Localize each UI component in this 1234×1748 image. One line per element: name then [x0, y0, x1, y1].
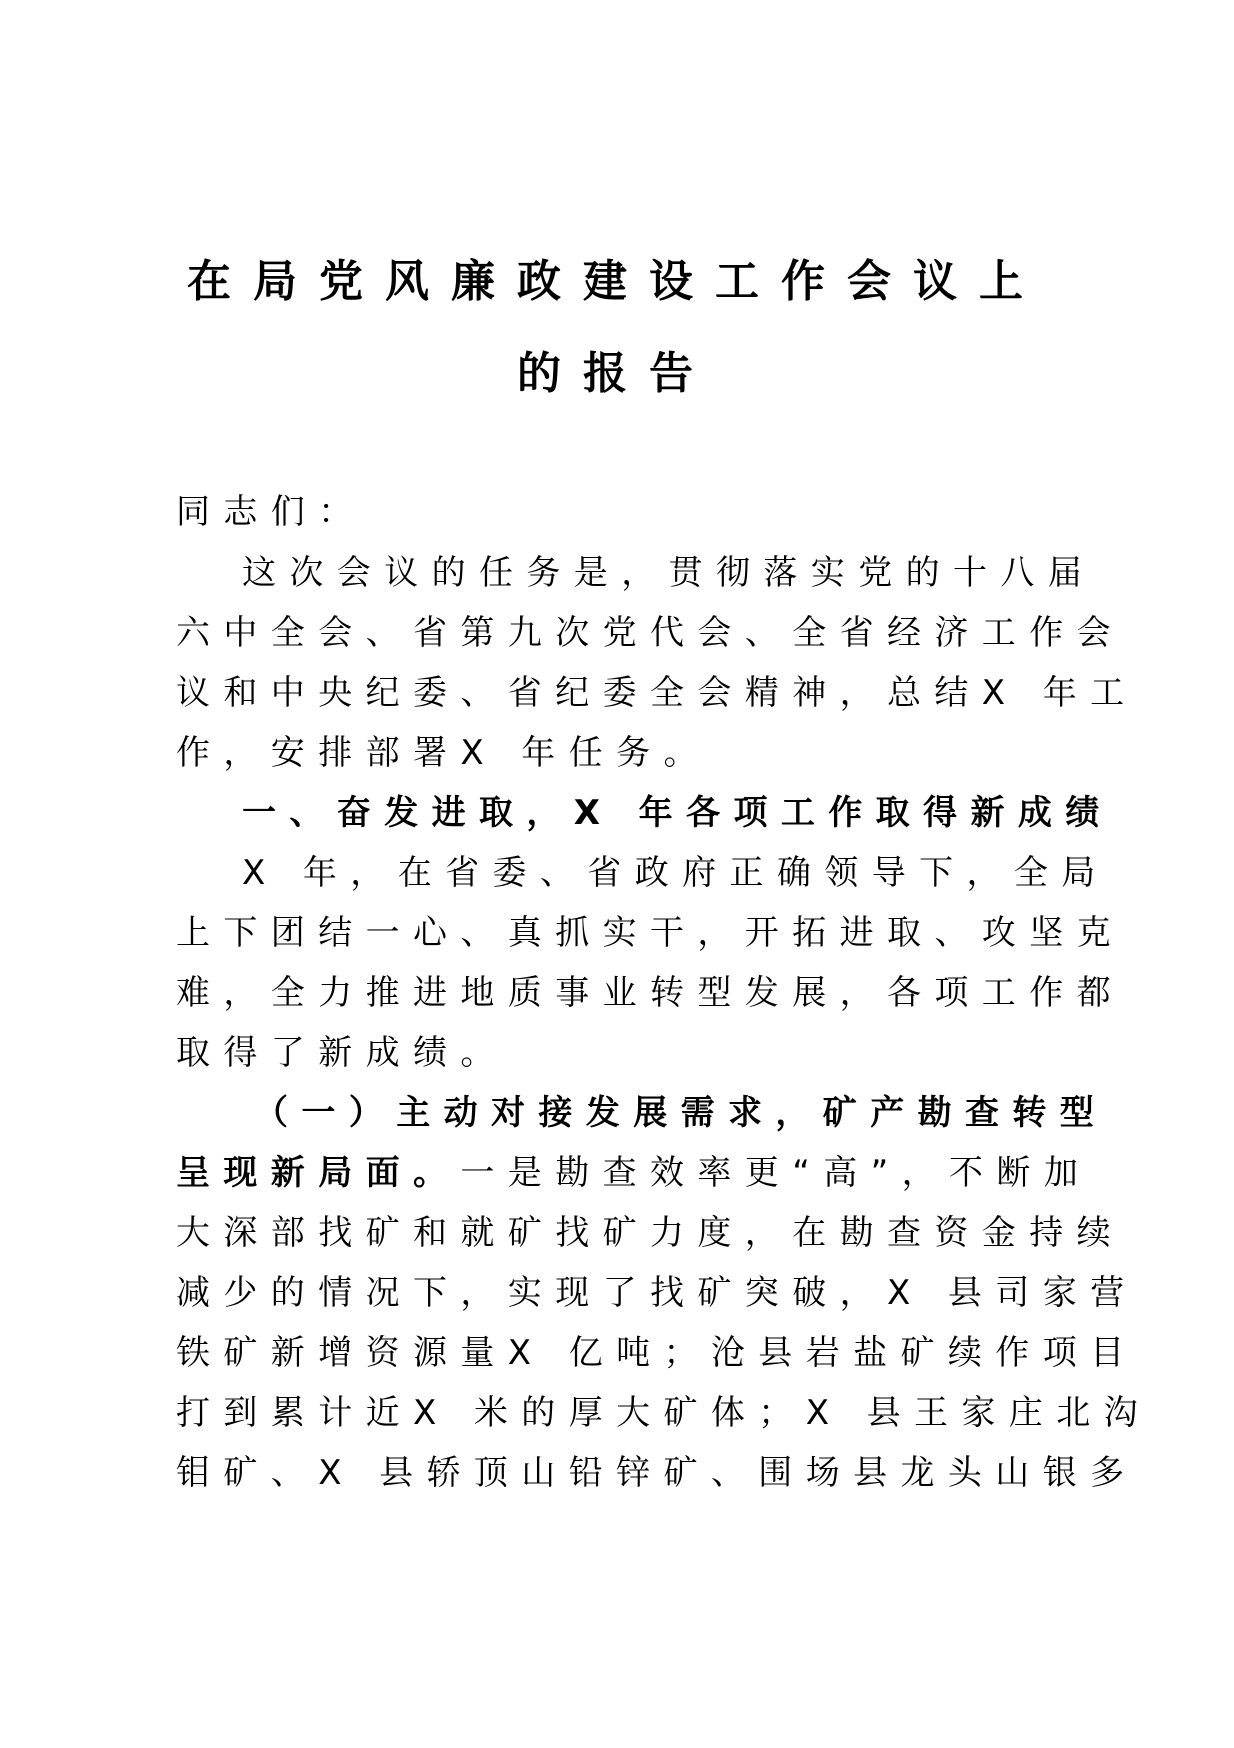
salutation: 同志们：: [176, 492, 366, 532]
paragraph-line: 难，全力推进地质事业转型发展，各项工作都: [176, 973, 1124, 1013]
paragraph-line: 减少的情况下，实现了找矿突破，X 县司家营: [176, 1273, 1138, 1313]
subsection-heading: （一）主动对接发展需求，矿产勘查转型: [254, 1093, 1108, 1133]
section-heading: 一、奋发进取，X 年各项工作取得新成绩: [242, 793, 1113, 833]
document-title-line-2: 的报告: [517, 348, 715, 399]
paragraph-line: 议和中央纪委、省纪委全会精神，总结X 年工: [176, 673, 1138, 713]
paragraph-line-mixed: [176, 1151, 1092, 1195]
subsection-heading-tail: 呈现新局面。: [176, 1153, 461, 1193]
document-title-line-1: 在局党风廉政建设工作会议上: [187, 256, 1045, 307]
paragraph-line: 铁矿新增资源量X 亿吨；沧县岩盐矿续作项目: [176, 1333, 1138, 1373]
paragraph-line: 取得了新成绩。: [176, 1033, 508, 1073]
paragraph-line: 打到累计近X 米的厚大矿体；X 县王家庄北沟: [176, 1393, 1151, 1433]
paragraph-text: 一是勘查效率更“高”，不断加: [460, 1153, 1092, 1193]
paragraph-line: 六中全会、省第九次党代会、全省经济工作会: [176, 613, 1124, 653]
paragraph-line: 大深部找矿和就矿找矿力度，在勘查资金持续: [176, 1213, 1124, 1253]
paragraph-line: 钼矿、X 县轿顶山铅锌矿、围场县龙头山银多: [176, 1453, 1138, 1493]
paragraph-line: X 年，在省委、省政府正确领导下，全局: [242, 853, 1109, 893]
paragraph-line: 作，安排部署X 年任务。: [176, 733, 711, 773]
paragraph-line: 这次会议的任务是，贯彻落实党的十八届: [242, 553, 1096, 593]
paragraph-line: 上下团结一心、真抓实干，开拓进取、攻坚克: [176, 913, 1124, 953]
